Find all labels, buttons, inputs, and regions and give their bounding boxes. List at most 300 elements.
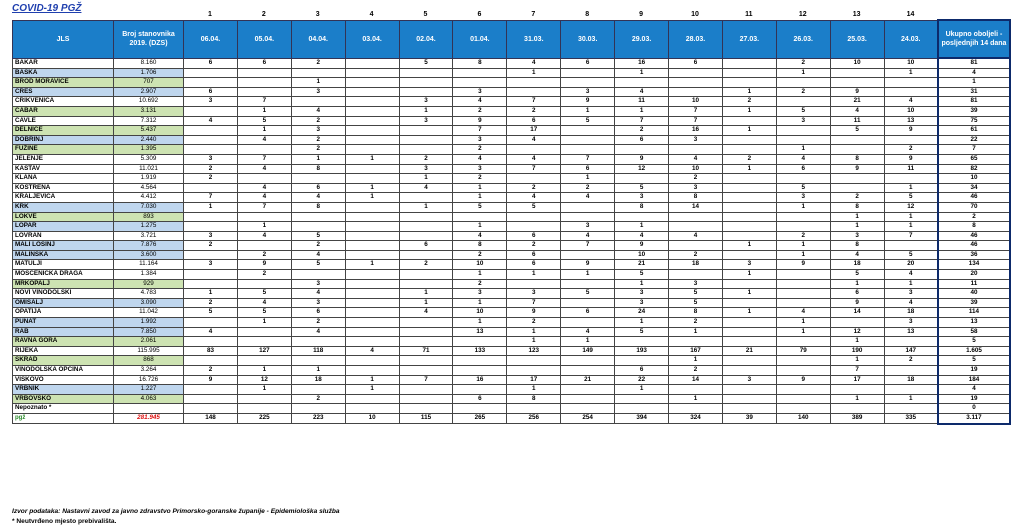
municipality-name: FUŽINE xyxy=(13,145,114,155)
case-count-cell: 1 xyxy=(722,308,776,318)
case-count-cell: 2 xyxy=(237,270,291,280)
case-count-cell: 1 xyxy=(722,164,776,174)
case-count-cell: 3 xyxy=(776,193,830,203)
table-row xyxy=(13,135,1010,145)
row-total-cell: 46 xyxy=(938,231,1010,241)
case-count-cell: 21 xyxy=(722,346,776,356)
case-count-cell xyxy=(722,318,776,328)
case-count-cell: 17 xyxy=(507,375,561,385)
table-row xyxy=(13,318,1010,328)
case-count-cell: 190 xyxy=(830,346,884,356)
day-total-cell: 389 xyxy=(830,413,884,423)
case-count-cell xyxy=(291,212,345,222)
population-cell: 3.090 xyxy=(114,298,184,308)
population-cell: 4.063 xyxy=(114,394,184,404)
municipality-name: VRBNIK xyxy=(13,385,114,395)
case-count-cell xyxy=(507,145,561,155)
case-count-cell: 1 xyxy=(399,298,453,308)
population-cell: 11.164 xyxy=(114,260,184,270)
case-count-cell xyxy=(453,385,507,395)
case-count-cell: 2 xyxy=(507,241,561,251)
case-count-cell: 2 xyxy=(291,135,345,145)
municipality-name: BROD MORAVICE xyxy=(13,78,114,88)
case-count-cell xyxy=(776,126,830,136)
case-count-cell: 4 xyxy=(507,58,561,68)
case-count-cell xyxy=(345,298,399,308)
case-count-cell: 2 xyxy=(776,58,830,68)
case-count-cell: 13 xyxy=(884,327,938,337)
case-count-cell xyxy=(184,183,238,193)
case-count-cell: 2 xyxy=(291,394,345,404)
case-count-cell: 3 xyxy=(291,126,345,136)
case-count-cell: 12 xyxy=(615,164,669,174)
page-title: COVID-19 PGŽ xyxy=(12,3,82,14)
case-count-cell: 1 xyxy=(237,126,291,136)
case-count-cell: 1 xyxy=(776,202,830,212)
municipality-name: LOVRAN xyxy=(13,231,114,241)
row-total-cell: 70 xyxy=(938,202,1010,212)
case-count-cell: 1 xyxy=(184,289,238,299)
case-count-cell xyxy=(399,78,453,88)
population-cell: 3.721 xyxy=(114,231,184,241)
table-row xyxy=(13,126,1010,136)
case-count-cell: 1 xyxy=(722,241,776,251)
case-count-cell xyxy=(237,327,291,337)
case-count-cell: 79 xyxy=(776,346,830,356)
case-count-cell: 8 xyxy=(830,154,884,164)
row-total-cell: 1 xyxy=(938,78,1010,88)
case-count-cell: 1 xyxy=(884,212,938,222)
table-row xyxy=(13,183,1010,193)
case-count-cell: 3 xyxy=(184,231,238,241)
case-count-cell xyxy=(507,404,561,414)
case-count-cell xyxy=(561,298,615,308)
case-count-cell: 5 xyxy=(615,327,669,337)
case-count-cell: 9 xyxy=(615,241,669,251)
case-count-cell: 4 xyxy=(345,346,399,356)
case-count-cell: 1 xyxy=(453,318,507,328)
case-count-cell: 10 xyxy=(669,97,723,107)
case-count-cell xyxy=(830,183,884,193)
row-total-cell: 4 xyxy=(938,68,1010,78)
case-count-cell: 1 xyxy=(776,318,830,328)
case-count-cell: 1 xyxy=(237,222,291,232)
case-count-cell: 1 xyxy=(561,174,615,184)
case-count-cell xyxy=(399,145,453,155)
case-count-cell: 3 xyxy=(184,154,238,164)
case-count-cell: 2 xyxy=(237,250,291,260)
case-count-cell xyxy=(507,174,561,184)
row-total-cell: 184 xyxy=(938,375,1010,385)
column-number: 14 xyxy=(906,11,915,18)
case-count-cell: 3 xyxy=(184,97,238,107)
case-count-cell: 3 xyxy=(615,193,669,203)
case-count-cell xyxy=(615,404,669,414)
case-count-cell xyxy=(345,106,399,116)
row-total-cell: 46 xyxy=(938,241,1010,251)
case-count-cell: 6 xyxy=(615,135,669,145)
case-count-cell: 83 xyxy=(184,346,238,356)
table-row xyxy=(13,404,1010,414)
case-count-cell xyxy=(237,404,291,414)
table-row xyxy=(13,346,1010,356)
case-count-cell xyxy=(776,385,830,395)
case-count-cell xyxy=(237,78,291,88)
case-count-cell: 1 xyxy=(884,68,938,78)
row-total-cell: 34 xyxy=(938,183,1010,193)
table-row xyxy=(13,375,1010,385)
case-count-cell: 6 xyxy=(776,164,830,174)
municipality-name: NOVI VINODOLSKI xyxy=(13,289,114,299)
column-number: 7 xyxy=(531,11,536,18)
case-count-cell xyxy=(776,174,830,184)
population-cell: 7.850 xyxy=(114,327,184,337)
case-count-cell: 4 xyxy=(669,154,723,164)
case-count-cell xyxy=(399,327,453,337)
case-count-cell: 6 xyxy=(615,366,669,376)
case-count-cell: 6 xyxy=(184,87,238,97)
column-number: 4 xyxy=(369,11,374,18)
case-count-cell: 2 xyxy=(669,366,723,376)
table-row xyxy=(13,337,1010,347)
case-count-cell xyxy=(615,145,669,155)
population-cell: 2.440 xyxy=(114,135,184,145)
case-count-cell xyxy=(237,145,291,155)
case-count-cell: 1 xyxy=(776,250,830,260)
case-count-cell: 123 xyxy=(507,346,561,356)
case-count-cell: 4 xyxy=(453,97,507,107)
population-cell: 4.783 xyxy=(114,289,184,299)
case-count-cell: 5 xyxy=(184,308,238,318)
header-date: 30.03. xyxy=(561,20,615,58)
case-count-cell xyxy=(291,404,345,414)
municipality-name: Nepoznato * xyxy=(13,404,114,414)
case-count-cell xyxy=(669,212,723,222)
header-date: 06.04. xyxy=(184,20,238,58)
case-count-cell xyxy=(291,97,345,107)
case-count-cell xyxy=(291,174,345,184)
table-row xyxy=(13,260,1010,270)
municipality-name: SKRAD xyxy=(13,356,114,366)
case-count-cell xyxy=(884,337,938,347)
table-row xyxy=(13,87,1010,97)
case-count-cell: 167 xyxy=(669,346,723,356)
case-count-cell: 9 xyxy=(884,154,938,164)
case-count-cell: 1 xyxy=(399,174,453,184)
day-total-cell: 225 xyxy=(237,413,291,423)
case-count-cell xyxy=(453,404,507,414)
case-count-cell xyxy=(884,87,938,97)
row-total-cell: 4 xyxy=(938,385,1010,395)
case-count-cell: 2 xyxy=(884,356,938,366)
case-count-cell: 8 xyxy=(291,164,345,174)
case-count-cell: 4 xyxy=(399,308,453,318)
case-count-cell xyxy=(669,222,723,232)
case-count-cell xyxy=(291,222,345,232)
case-count-cell: 11 xyxy=(830,116,884,126)
case-count-cell: 7 xyxy=(507,298,561,308)
case-count-cell: 1 xyxy=(507,337,561,347)
day-total-cell: 394 xyxy=(615,413,669,423)
case-count-cell xyxy=(507,222,561,232)
case-count-cell: 4 xyxy=(561,231,615,241)
case-count-cell xyxy=(184,68,238,78)
case-count-cell: 7 xyxy=(561,154,615,164)
row-total-cell: 19 xyxy=(938,394,1010,404)
table-row xyxy=(13,356,1010,366)
case-count-cell xyxy=(291,68,345,78)
case-count-cell xyxy=(507,279,561,289)
case-count-cell xyxy=(830,78,884,88)
case-count-cell: 18 xyxy=(669,260,723,270)
population-cell: 11.021 xyxy=(114,164,184,174)
pgz-logo: pgž xyxy=(15,415,26,422)
day-total-cell: 223 xyxy=(291,413,345,423)
case-count-cell: 5 xyxy=(776,183,830,193)
case-count-cell xyxy=(237,68,291,78)
case-count-cell xyxy=(722,116,776,126)
case-count-cell: 3 xyxy=(615,289,669,299)
case-count-cell: 2 xyxy=(884,145,938,155)
case-count-cell: 5 xyxy=(453,202,507,212)
footer-logo xyxy=(13,413,114,423)
population-cell: 4.564 xyxy=(114,183,184,193)
case-count-cell xyxy=(776,97,830,107)
case-count-cell xyxy=(453,366,507,376)
day-total-cell: 39 xyxy=(722,413,776,423)
case-count-cell: 4 xyxy=(884,270,938,280)
case-count-cell: 9 xyxy=(615,154,669,164)
case-count-cell xyxy=(830,385,884,395)
case-count-cell: 3 xyxy=(615,298,669,308)
case-count-cell: 127 xyxy=(237,346,291,356)
case-count-cell xyxy=(561,318,615,328)
column-number: 11 xyxy=(745,11,753,18)
municipality-name: DOBRINJ xyxy=(13,135,114,145)
case-count-cell xyxy=(399,231,453,241)
case-count-cell: 3 xyxy=(291,298,345,308)
case-count-cell xyxy=(561,126,615,136)
case-count-cell: 8 xyxy=(669,193,723,203)
population-cell: 8.160 xyxy=(114,58,184,68)
case-count-cell xyxy=(399,394,453,404)
source-note: Izvor podataka: Nastavni zavod za javno zdravstvo Primorsko-goranske županije - Epidemiološka služba xyxy=(12,508,340,515)
case-count-cell: 1 xyxy=(291,154,345,164)
case-count-cell: 5 xyxy=(561,116,615,126)
population-cell: 707 xyxy=(114,78,184,88)
row-total-cell: 11 xyxy=(938,279,1010,289)
case-count-cell: 6 xyxy=(561,164,615,174)
case-count-cell: 9 xyxy=(561,97,615,107)
case-count-cell xyxy=(345,337,399,347)
row-total-cell: 7 xyxy=(938,145,1010,155)
case-count-cell: 5 xyxy=(237,308,291,318)
case-count-cell: 4 xyxy=(291,289,345,299)
case-count-cell: 5 xyxy=(615,270,669,280)
municipality-name: CRIKVENICA xyxy=(13,97,114,107)
case-count-cell xyxy=(291,385,345,395)
case-count-cell xyxy=(345,87,399,97)
case-count-cell: 2 xyxy=(453,250,507,260)
row-total-cell: 81 xyxy=(938,97,1010,107)
covid-cases-table xyxy=(12,19,1011,425)
table-row xyxy=(13,106,1010,116)
case-count-cell: 5 xyxy=(669,298,723,308)
table-row xyxy=(13,289,1010,299)
case-count-cell: 17 xyxy=(507,126,561,136)
population-cell: 4.412 xyxy=(114,193,184,203)
population-cell: 2.907 xyxy=(114,87,184,97)
case-count-cell xyxy=(722,183,776,193)
case-count-cell xyxy=(237,87,291,97)
case-count-cell: 3 xyxy=(669,183,723,193)
case-count-cell xyxy=(345,202,399,212)
case-count-cell xyxy=(345,222,399,232)
case-count-cell: 14 xyxy=(669,375,723,385)
case-count-cell xyxy=(184,222,238,232)
case-count-cell xyxy=(884,78,938,88)
case-count-cell xyxy=(561,394,615,404)
case-count-cell: 1 xyxy=(776,145,830,155)
row-total-cell: 46 xyxy=(938,193,1010,203)
case-count-cell: 10 xyxy=(884,58,938,68)
case-count-cell xyxy=(184,126,238,136)
case-count-cell: 5 xyxy=(776,106,830,116)
case-count-cell: 6 xyxy=(237,58,291,68)
case-count-cell xyxy=(345,145,399,155)
table-row xyxy=(13,279,1010,289)
case-count-cell: 3 xyxy=(184,260,238,270)
case-count-cell xyxy=(615,174,669,184)
case-count-cell xyxy=(345,68,399,78)
case-count-cell: 1 xyxy=(722,106,776,116)
row-total-cell: 5 xyxy=(938,356,1010,366)
case-count-cell: 24 xyxy=(615,308,669,318)
case-count-cell: 4 xyxy=(399,183,453,193)
case-count-cell: 7 xyxy=(399,375,453,385)
case-count-cell: 4 xyxy=(507,193,561,203)
case-count-cell xyxy=(669,68,723,78)
case-count-cell xyxy=(184,318,238,328)
day-total-cell: 254 xyxy=(561,413,615,423)
case-count-cell: 2 xyxy=(184,298,238,308)
case-count-cell xyxy=(561,404,615,414)
row-total-cell: 0 xyxy=(938,404,1010,414)
case-count-cell: 4 xyxy=(237,298,291,308)
case-count-cell: 9 xyxy=(507,308,561,318)
table-row xyxy=(13,250,1010,260)
header-date: 31.03. xyxy=(507,20,561,58)
case-count-cell xyxy=(722,193,776,203)
case-count-cell xyxy=(399,222,453,232)
day-total-cell: 148 xyxy=(184,413,238,423)
case-count-cell: 3 xyxy=(399,164,453,174)
case-count-cell: 1 xyxy=(345,183,399,193)
footnote: * Neutvrđeno mjesto prebivališta. xyxy=(12,518,117,525)
table-row xyxy=(13,366,1010,376)
case-count-cell: 18 xyxy=(830,260,884,270)
case-count-cell: 5 xyxy=(669,289,723,299)
case-count-cell: 5 xyxy=(291,260,345,270)
header-date: 26.03. xyxy=(776,20,830,58)
case-count-cell: 1 xyxy=(722,270,776,280)
case-count-cell: 2 xyxy=(291,318,345,328)
case-count-cell: 4 xyxy=(615,231,669,241)
case-count-cell: 11 xyxy=(884,164,938,174)
case-count-cell: 10 xyxy=(830,58,884,68)
row-total-cell: 1.605 xyxy=(938,346,1010,356)
case-count-cell xyxy=(291,337,345,347)
case-count-cell: 193 xyxy=(615,346,669,356)
case-count-cell: 21 xyxy=(830,97,884,107)
case-count-cell: 2 xyxy=(507,318,561,328)
population-cell: 2.061 xyxy=(114,337,184,347)
population-cell: 1.395 xyxy=(114,145,184,155)
case-count-cell xyxy=(399,126,453,136)
case-count-cell: 9 xyxy=(776,375,830,385)
case-count-cell: 1 xyxy=(615,68,669,78)
table-row xyxy=(13,78,1010,88)
header-date: 02.04. xyxy=(399,20,453,58)
case-count-cell: 7 xyxy=(507,164,561,174)
case-count-cell: 1 xyxy=(776,327,830,337)
table-row xyxy=(13,145,1010,155)
case-count-cell xyxy=(561,385,615,395)
case-count-cell: 7 xyxy=(237,97,291,107)
case-count-cell: 133 xyxy=(453,346,507,356)
case-count-cell xyxy=(884,404,938,414)
case-count-cell xyxy=(776,279,830,289)
case-count-cell: 18 xyxy=(291,375,345,385)
municipality-name: PUNAT xyxy=(13,318,114,328)
case-count-cell: 5 xyxy=(399,58,453,68)
table-row xyxy=(13,270,1010,280)
case-count-cell xyxy=(722,68,776,78)
case-count-cell: 1 xyxy=(561,106,615,116)
row-total-cell: 40 xyxy=(938,289,1010,299)
case-count-cell: 3 xyxy=(830,231,884,241)
population-cell: 868 xyxy=(114,356,184,366)
row-total-cell: 75 xyxy=(938,116,1010,126)
column-number: 13 xyxy=(852,11,861,18)
case-count-cell xyxy=(830,174,884,184)
case-count-cell: 13 xyxy=(884,116,938,126)
case-count-cell: 5 xyxy=(830,270,884,280)
row-total-cell: 65 xyxy=(938,154,1010,164)
case-count-cell xyxy=(722,135,776,145)
municipality-name: RIJEKA xyxy=(13,346,114,356)
header-date: 27.03. xyxy=(722,20,776,58)
case-count-cell: 1 xyxy=(184,202,238,212)
population-cell: 5.309 xyxy=(114,154,184,164)
header-date: 24.03. xyxy=(884,20,938,58)
case-count-cell: 5 xyxy=(291,231,345,241)
case-count-cell: 2 xyxy=(722,97,776,107)
row-total-cell: 114 xyxy=(938,308,1010,318)
case-count-cell xyxy=(722,366,776,376)
case-count-cell: 5 xyxy=(237,116,291,126)
case-count-cell: 3 xyxy=(291,279,345,289)
case-count-cell: 2 xyxy=(184,241,238,251)
day-total-cell: 265 xyxy=(453,413,507,423)
day-total-cell: 115 xyxy=(399,413,453,423)
case-count-cell: 3 xyxy=(776,116,830,126)
population-cell: 1.706 xyxy=(114,68,184,78)
case-count-cell: 9 xyxy=(830,164,884,174)
case-count-cell xyxy=(345,212,399,222)
case-count-cell xyxy=(615,78,669,88)
case-count-cell xyxy=(345,97,399,107)
